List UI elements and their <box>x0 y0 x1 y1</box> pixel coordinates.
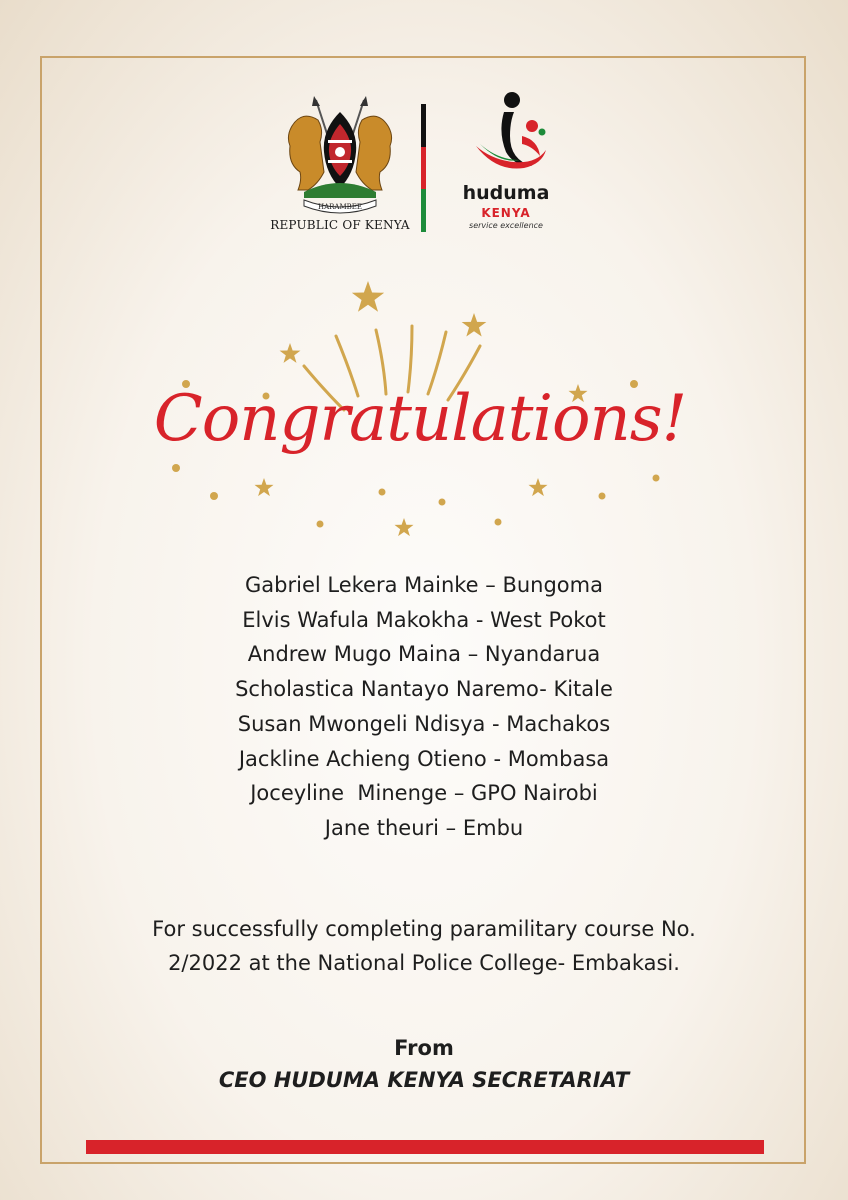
coat-motto: HARAMBEE <box>317 203 363 211</box>
kenya-coat-of-arms <box>268 92 412 240</box>
kenya-flag-divider <box>421 104 426 232</box>
huduma-wordmark: huduma <box>462 182 550 204</box>
huduma-figure-icon <box>456 90 556 182</box>
star-icon <box>395 518 414 536</box>
honoree-list <box>100 568 748 846</box>
reason-statement <box>90 912 758 980</box>
congratulations-heading: Congratulations! <box>153 382 687 456</box>
honoree-name: Scholastica Nantayo Naremo- Kitale <box>235 677 613 702</box>
coat-of-arms-caption: REPUBLIC OF KENYA <box>270 218 410 232</box>
honoree-name: Elvis Wafula Makokha - West Pokot <box>242 607 606 632</box>
reason-line: 2/2022 at the National Police College- Embakasi. <box>168 951 680 975</box>
honoree-name: Jackline Achieng Otieno - Mombasa <box>238 746 610 771</box>
honoree-name: Gabriel Lekera Mainke – Bungoma <box>245 573 603 597</box>
star-icon <box>352 281 384 312</box>
star-icon <box>529 478 548 496</box>
signatory: CEO HUDUMA KENYA SECRETARIAT <box>218 1068 630 1092</box>
red-footer-bar <box>86 1140 764 1154</box>
reason-line: For successfully completing paramilitary course No. <box>152 917 696 941</box>
honoree-name: Susan Mwongeli Ndisya - Machakos <box>237 711 611 736</box>
honoree-name: Andrew Mugo Maina – Nyandarua <box>247 642 601 667</box>
divider-black-band <box>421 104 426 147</box>
star-icon <box>462 313 487 337</box>
divider-red-band <box>421 147 426 190</box>
huduma-country-label: KENYA <box>481 206 531 220</box>
coat-of-arms-emblem-icon <box>274 92 406 216</box>
from-label: From <box>394 1036 454 1060</box>
honoree-name: Jane theuri – Embu <box>324 815 524 840</box>
divider-green-band <box>421 189 426 232</box>
huduma-tagline: service excellence <box>469 221 543 230</box>
honoree-name: Joceyline Minenge – GPO Nairobi <box>250 781 598 806</box>
huduma-kenya-logo <box>446 90 566 240</box>
star-icon <box>255 478 274 496</box>
star-icon <box>280 343 301 363</box>
